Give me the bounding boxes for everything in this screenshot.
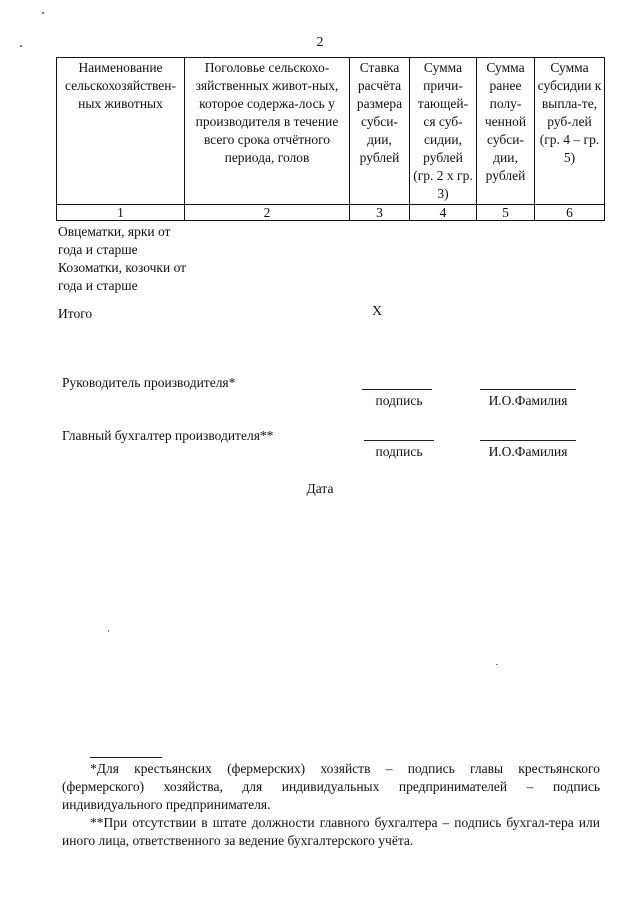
head-signature-label: Руководитель производителя* — [62, 375, 236, 390]
column-number: 3 — [350, 205, 410, 221]
header-livestock-count: Поголовье сельскохо-зяйственных живот-ных, которое содержа-лось у производителя в течение всего срока отчётного периода, голов — [185, 58, 350, 205]
footnote-2: **При отсутствии в штате должности главного бухгалтера – подпись бухгал-тера или иного лица, ответственного за ведение бухгалтерского учёта. — [62, 815, 600, 848]
column-number: 1 — [57, 205, 185, 221]
header-subsidy-due: Сумма причи-тающей-ся суб-сидии, рублей (гр. 2 х гр. 3) — [410, 58, 477, 205]
column-number: 4 — [410, 205, 477, 221]
header-received: Сумма ранее полу-ченной субси-дии, рублей — [477, 58, 535, 205]
head-name-caption: И.О.Фамилия — [488, 393, 568, 408]
header-rate: Ставка расчёта размера субси-дии, рублей — [350, 58, 410, 205]
scan-speck — [42, 12, 44, 14]
column-number: 5 — [477, 205, 535, 221]
head-signature-line — [362, 389, 432, 390]
scan-speck — [496, 664, 498, 665]
accountant-signature-label: Главный бухгалтер производителя** — [62, 428, 274, 443]
column-number: 2 — [185, 205, 350, 221]
row-label-ewes: Овцематки, ярки от года и старше — [58, 224, 171, 257]
footnote-separator — [90, 757, 162, 758]
table-header-row — [57, 58, 605, 205]
total-label: Итого — [58, 306, 93, 321]
header-animals: Наименование сельскохозяйствен-ных животных — [57, 58, 185, 205]
row-label-goats: Козоматки, козочки от года и старше — [58, 260, 187, 293]
column-number: 6 — [535, 205, 605, 221]
head-name-line — [480, 389, 576, 390]
accountant-name-line — [480, 440, 576, 441]
head-signature-caption: подпись — [375, 393, 423, 408]
total-x-mark: X — [372, 304, 383, 319]
scan-speck — [108, 630, 109, 632]
subsidy-table — [56, 57, 605, 221]
accountant-signature-line — [364, 440, 434, 441]
accountant-signature-caption: подпись — [375, 444, 423, 459]
page-number: 2 — [316, 35, 324, 50]
accountant-name-caption: И.О.Фамилия — [488, 444, 568, 459]
header-to-pay: Сумма субсидии к выпла-те, руб-лей (гр. 4 – гр. 5) — [535, 58, 605, 205]
date-label: Дата — [306, 481, 334, 496]
column-number-row — [57, 205, 605, 221]
footnote-1: *Для крестьянских (фермерских) хозяйств – подпись главы крестьянского (фермерского) хозяйства, для индивидуальных предпринимателей – подпись индивидуального предпринимателя. — [62, 761, 600, 812]
